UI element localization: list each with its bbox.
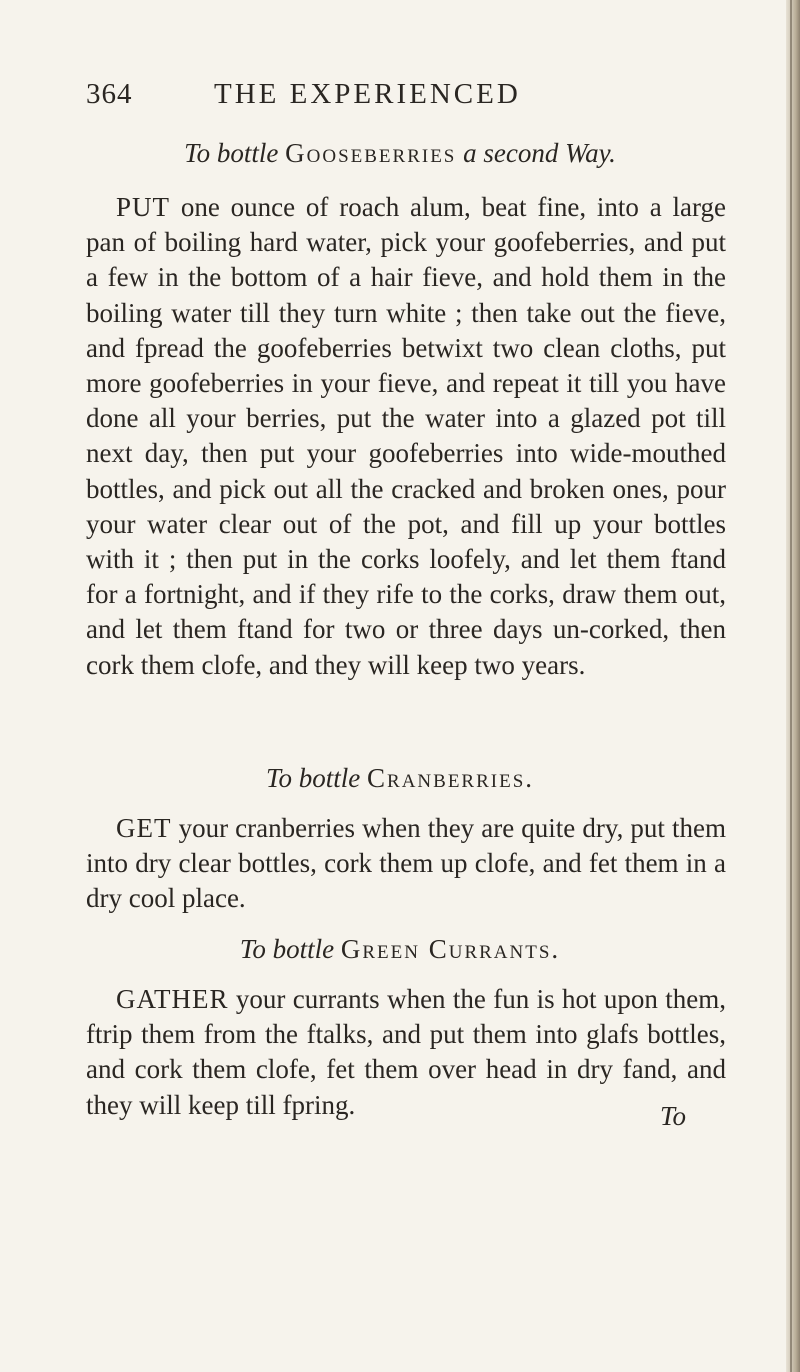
page-header — [86, 78, 706, 118]
section-title-green-currants — [0, 934, 800, 965]
title-prefix: To bottle — [265, 763, 361, 793]
recipe-gooseberries — [86, 190, 726, 683]
title-prefix: To bottle — [239, 934, 335, 964]
recipe-body: your cranberries when they are quite dry, put them into dry clear bottles, cork them up clofe, and fet them in a dry cool place. — [86, 813, 726, 914]
recipe-body: one ounce of roach alum, beat fine, into a large pan of boiling hard water, pick your goofeberries, and put a few in the bottom of a hair fieve, and hold them in the boiling water till they turn white ; then take out the fieve, and fpread the goofeberries betwixt two clean cloths, put more goofeberries in your fieve, and repeat it till you have done all your berries, put the water into a glazed pot till next day, then put your goofeberries into wide-mouthed bottles, and pick out all the cracked and broken ones, pour your water clear out of the pot, and fill up your bottles with it ; then put in the corks loofely, and let them ftand for a fortnight, and if they rife to the corks, draw them out, and let them ftand for two or three days un-corked, then cork them clofe, and they will keep two years. — [86, 192, 726, 680]
recipe-green-currants — [86, 982, 726, 1123]
catchword: To — [660, 1101, 687, 1131]
page-edge-line — [790, 0, 792, 1372]
lead-word: GET — [116, 813, 172, 843]
lead-word: PUT — [116, 192, 171, 222]
title-prefix: To bottle — [184, 138, 279, 168]
title-suffix: a second Way. — [463, 138, 616, 168]
title-subject: Cranberries. — [367, 763, 535, 793]
section-title-cranberries — [0, 763, 800, 794]
title-subject: Green Currants. — [340, 934, 561, 964]
title-subject: Gooseberries — [285, 138, 457, 168]
recipe-cranberries — [86, 811, 726, 917]
recipe-body: your currants when the fun is hot upon them, ftrip them from the ftalks, and put them into glafs bottles, and cork them clofe, fet them over head in dry fand, and they will keep till fpring. — [86, 984, 726, 1120]
page-number: 364 — [86, 78, 133, 110]
section-title-gooseberries — [0, 138, 800, 169]
lead-word: GATHER — [116, 984, 229, 1014]
running-head: THE EXPERIENCED — [214, 78, 521, 110]
page-edge-shadow — [786, 0, 800, 1372]
